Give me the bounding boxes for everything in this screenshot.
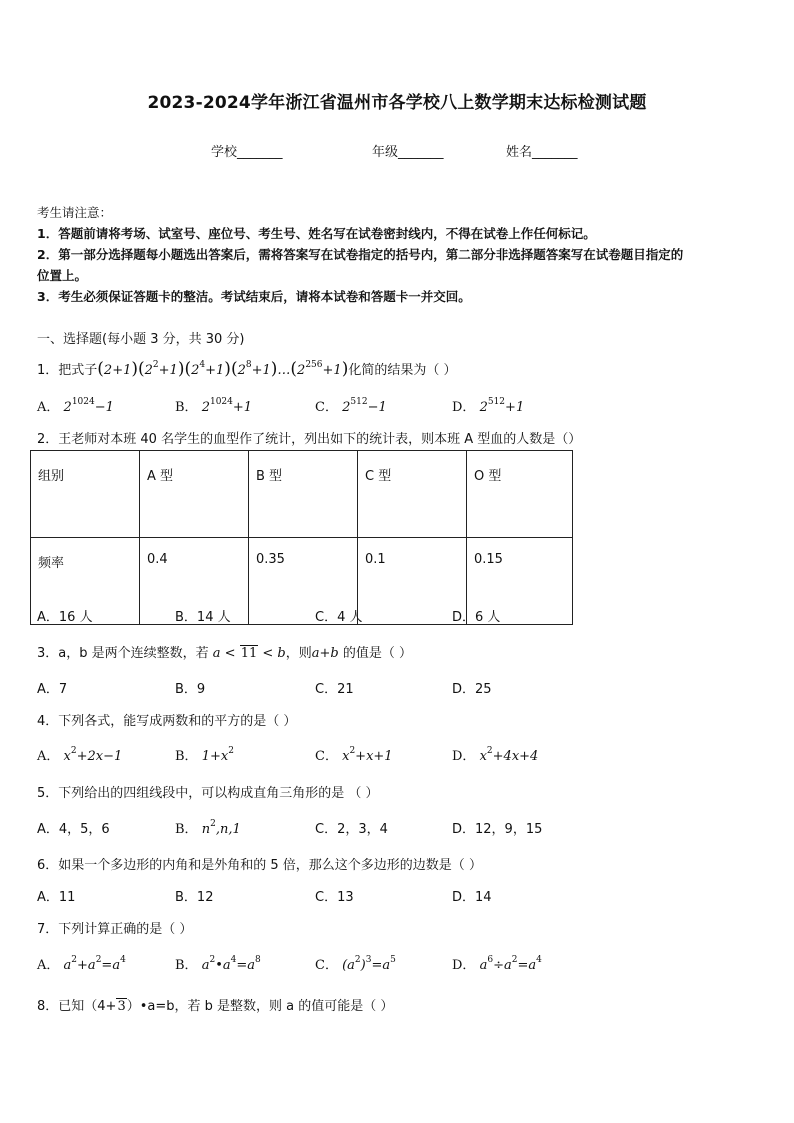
q6-option-a: A．11 [37,890,76,905]
q1-suffix: 化简的结果为（ ） [348,363,457,378]
table-cell: O 型 [467,451,573,538]
name-field: 姓名_______ [506,145,578,160]
question-1 [37,359,456,379]
question-5: 5．下列给出的四组线段中，可以构成直角三角形的是 （ ） [37,786,379,801]
q1-option-b: B． $2^{1024}+1$ [175,397,253,415]
notice-heading: 考生请注意： [37,205,113,220]
q7-option-a: A． $a^2+a^2=a^4$ [37,955,126,973]
question-6: 6．如果一个多边形的内角和是外角和的 5 倍，那么这个多边形的边数是（ ） [37,858,482,873]
table-row [31,451,573,538]
table-cell: B 型 [249,451,358,538]
school-field: 学校_______ [211,145,283,160]
q2-option-b: B．14 人 [175,610,231,625]
q1-option-c: C． $2^{512}-1$ [315,397,387,415]
question-3: 3．a，b 是两个连续整数，若 a < 11 < b，则a+b 的值是（ ） [37,646,412,661]
notice-item-2-cont: 位置上。 [37,268,88,283]
notice-item-3: 3．考生必须保证答题卡的整洁。考试结束后，请将本试卷和答题卡一并交回。 [37,289,471,304]
q5-option-c: C．2，3，4 [315,822,388,837]
table-cell: 0.1 [358,538,467,625]
table-cell: 频率 [31,538,140,625]
q3-option-d: D．25 [452,682,492,697]
q7-option-b: B． $a^2•a^4=a^8$ [175,955,261,973]
section-heading: 一、选择题(每小题 3 分，共 30 分) [37,332,245,347]
notice-item-2: 2．第一部分选择题每小题选出答案后，需将答案写在试卷指定的括号内，第二部分非选择题答案写在试卷题目指定的 [37,247,684,262]
q3-option-a: A．7 [37,682,68,697]
question-8: 8．已知（4+3）•a=b，若 b 是整数，则 a 的值可能是（ ） [37,999,394,1014]
table-cell: A 型 [140,451,249,538]
q4-option-c: C． $x^2+x+1$ [315,746,393,764]
table-cell: C 型 [358,451,467,538]
q1-expression: $(2+1)(2^2+1)(2^4+1)(2^8+1)\dots(2^{256}+1)$ [97,359,349,379]
q4-option-d: D． $x^2+4x+4$ [452,746,539,764]
page-title: 2023-2024学年浙江省温州市各学校八上数学期末达标检测试题 [147,93,647,113]
q5-option-d: D．12，9，15 [452,822,543,837]
notice-item-1: 1．答题前请将考场、试室号、座位号、考生号、姓名写在试卷密封线内，不得在试卷上作任何标记。 [37,226,596,241]
grade-field: 年级_______ [372,145,444,160]
q7-option-c: C． $(a^2)^3=a^5$ [315,955,396,973]
table-cell: 0.4 [140,538,249,625]
q2-option-c: C．4 人 [315,610,363,625]
table-cell: 0.35 [249,538,358,625]
table-cell: 组别 [31,451,140,538]
q2-option-a: A．16 人 [37,610,93,625]
question-4: 4．下列各式，能写成两数和的平方的是（ ） [37,714,297,729]
question-2: 2．王老师对本班 40 名学生的血型作了统计，列出如下的统计表，则本班 A 型血的人数是（） [37,432,582,447]
q6-option-b: B．12 [175,890,214,905]
q1-option-a: A． $2^{1024}-1$ [37,397,114,415]
q6-option-d: D．14 [452,890,492,905]
q1-prefix: 1．把式子 [37,363,98,378]
q4-option-b: B． $1+x^2$ [175,746,234,764]
q5-option-b: B． $n^2,n,1$ [175,819,241,837]
q4-option-a: A． $x^2+2x-1$ [37,746,123,764]
q2-option-d: D．6 人 [452,610,501,625]
q3-option-b: B．9 [175,682,206,697]
q1-option-d: D． $2^{512}+1$ [452,397,525,415]
q3-option-c: C．21 [315,682,354,697]
q5-option-a: A．4，5，6 [37,822,110,837]
question-7: 7．下列计算正确的是（ ） [37,922,193,937]
table-cell: 0.15 [467,538,573,625]
q6-option-c: C．13 [315,890,354,905]
q7-option-d: D． $a^6\div a^2=a^4$ [452,955,542,973]
frequency-table [30,450,573,625]
